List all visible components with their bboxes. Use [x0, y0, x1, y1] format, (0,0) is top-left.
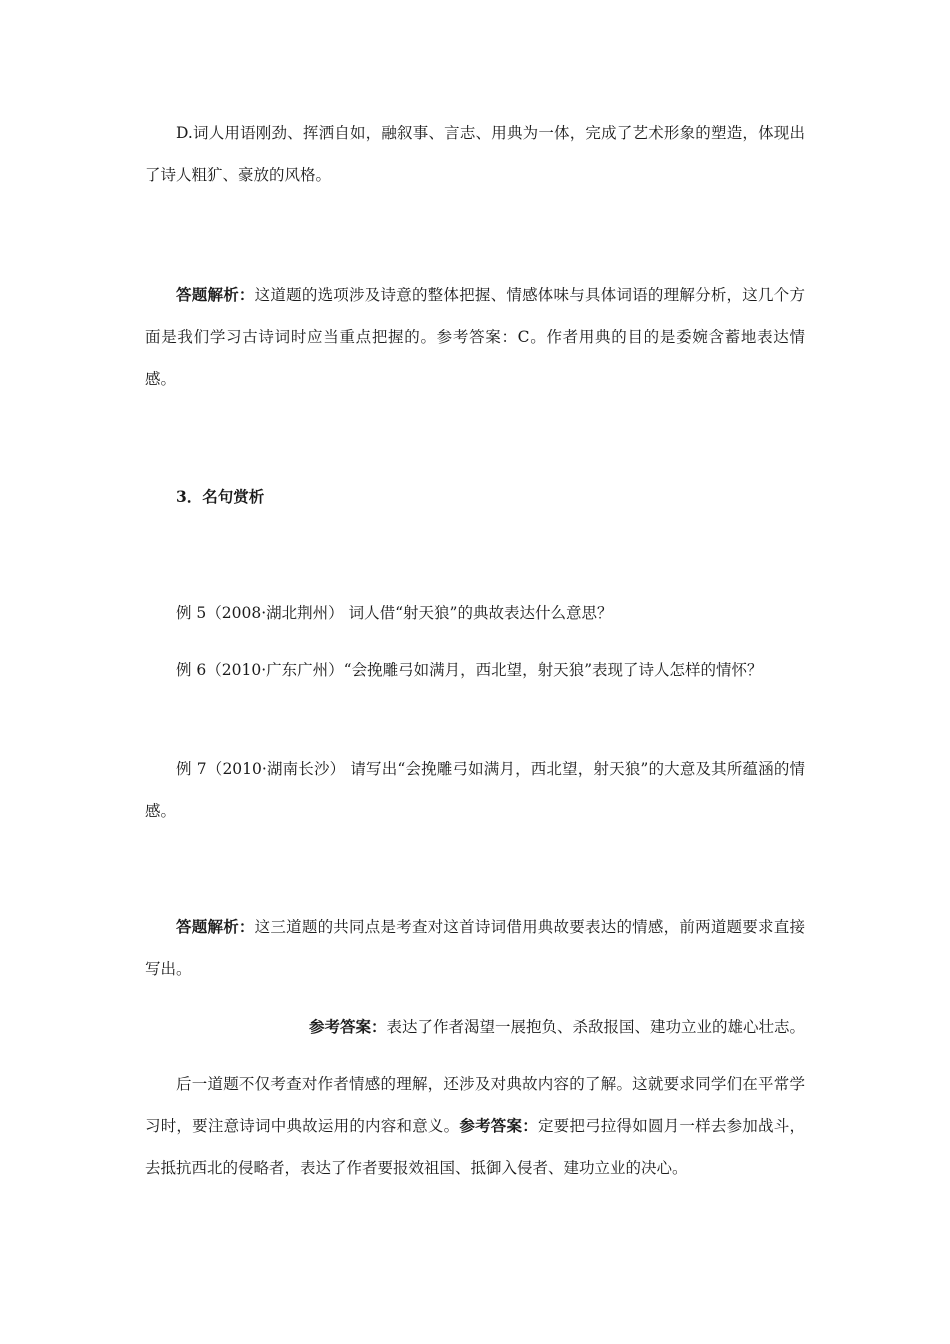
- analysis-label: 答题解析：: [176, 285, 255, 304]
- reference-answer-1: [145, 1006, 805, 1048]
- analysis-text: 这道题的选项涉及诗意的整体把握、情感体味与具体词语的理解分析，这几个方面是我们学习古诗词时应当重点把握的。参考答案：C。作者用典的目的是委婉含蓄地表达情感。: [145, 286, 805, 388]
- analysis-label: 答题解析：: [176, 917, 255, 936]
- option-d-text: D.词人用语刚劲、挥洒自如，融叙事、言志、用典为一体，完成了艺术形象的塑造，体现出了诗人粗犷、豪放的风格。: [145, 124, 805, 184]
- example-7: 例 7（2010·湖南长沙） 请写出“会挽雕弓如满月，西北望，射天狼”的大意及其所蕴涵的情感。: [145, 760, 805, 820]
- analysis-paragraph-2: [145, 906, 805, 990]
- answer-label: 参考答案：: [459, 1116, 538, 1135]
- option-d-paragraph: [145, 112, 805, 196]
- final-paragraph: [145, 1063, 805, 1189]
- analysis-paragraph-1: [145, 274, 805, 400]
- analysis-text: 这三道题的共同点是考查对这首诗词借用典故要表达的情感，前两道题要求直接写出。: [145, 918, 805, 978]
- example-6: 例 6（2010·广东广州）“会挽雕弓如满月，西北望，射天狼”表现了诗人怎样的情怀？: [176, 661, 763, 679]
- final-text-before: 后一道题不仅考查对作者情感的理解，还涉及对典故内容的了解。这就要求同学们在平常学习时，要注意诗词中典故运用的内容和意义。: [145, 1075, 805, 1135]
- answer-label: 参考答案：: [308, 1017, 387, 1036]
- example-5: 例 5（2008·湖北荆州） 词人借“射天狼”的典故表达什么意思？: [176, 604, 613, 622]
- section-heading: 3．名句赏析: [176, 487, 265, 506]
- answer-text: 表达了作者渴望一展抱负、杀敌报国、建功立业的雄心壮志。: [386, 1018, 805, 1036]
- final-text-after: 定要把弓拉得如圆月一样去参加战斗，去抵抗西北的侵略者，表达了作者要报效祖国、抵御入侵者、建功立业的决心。: [145, 1117, 805, 1177]
